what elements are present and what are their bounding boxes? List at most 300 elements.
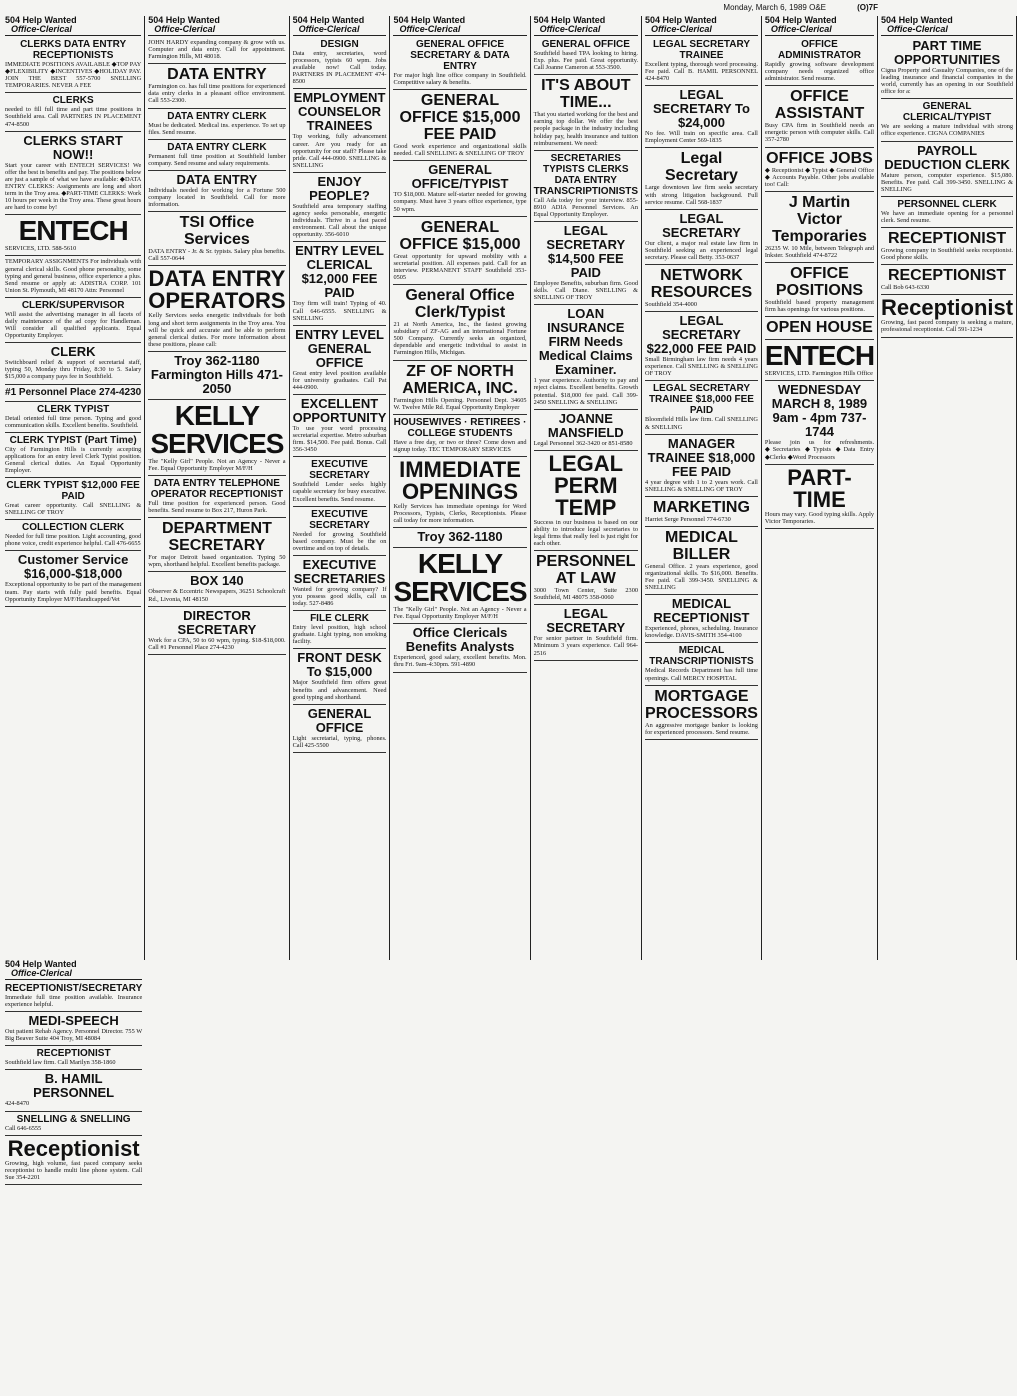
classified-ad — [293, 242, 387, 325]
ad-heading: SNELLING & SNELLING — [16, 1113, 131, 1125]
ad-heading: #1 Personnel Place 274-4230 — [5, 386, 142, 398]
classified-ad — [393, 548, 526, 624]
classified-ad — [393, 457, 526, 528]
classified-ad — [881, 228, 1013, 265]
ad-heading: EXECUTIVE SECRETARY — [309, 459, 370, 482]
ad-heading: WEDNESDAY MARCH 8, 1989 9am - 4pm 737-1744 — [771, 382, 868, 440]
ad-heading: TSI Office Services — [179, 214, 255, 249]
classified-column — [390, 16, 530, 960]
ad-heading: RECEPTIONIST — [887, 230, 1007, 248]
ad-body: Great career opportunity. Call SNELLING & SNELLING OF TROY — [5, 502, 142, 517]
ad-body: Switchboard relief & support of secretarial staff, typing 50, Monday thru Friday, 8:30 to 5. Salary $15,000 a company pays fee in Southfield. — [5, 359, 142, 381]
ad-body: 26235 W. 10 Mile, between Telegraph and Inkster. Southfield 474-8722 — [764, 244, 875, 259]
ad-heading: ENTECH — [18, 215, 128, 247]
ad-body: Permanent full time position at Southfield lumber company. Send resume and salary requirements. — [148, 152, 286, 167]
ad-heading: RECEPTIONIST/SECRETARY — [5, 983, 143, 994]
classified-ad — [645, 595, 758, 643]
section-title: Office-Clerical — [11, 24, 72, 34]
classified-ad — [765, 192, 874, 263]
classified-ad — [5, 343, 141, 384]
classified-ad — [645, 265, 758, 312]
ad-body: ◆ Receptionist ◆ Typist ◆ General Office ◆ Accounts Payable. Other jobs available too! Call: — [764, 166, 875, 188]
ad-body: Must be dedicated. Medical ins. experience. To set up files. Send resume. — [148, 121, 286, 136]
ad-body: Growing company in Southfield seeks receptionist. Good phone skills. — [881, 247, 1014, 262]
classified-ad — [645, 86, 758, 148]
classified-ad — [645, 527, 758, 595]
ad-heading: CLERKS START NOW!! — [23, 132, 123, 162]
section-number: 504 Help Wanted — [393, 15, 466, 25]
ad-heading: Legal Secretary — [664, 150, 738, 185]
classified-ad — [645, 435, 758, 497]
ad-heading: CLERK TYPIST $12,000 FEE PAID — [6, 480, 140, 503]
classified-ad — [5, 520, 141, 551]
classified-column — [531, 16, 642, 960]
ad-heading: PAYROLL DEDUCTION CLERK — [884, 142, 1010, 172]
classified-ad — [148, 266, 285, 351]
classified-ad — [148, 476, 285, 518]
ad-heading: DIRECTOR SECRETARY — [177, 607, 257, 637]
classified-ad — [534, 151, 638, 222]
ad-body: Southfield based TPA looking to hiring. Exp. plus. Fee paid. Great opportunity. Call Joanne Cameron at 553-3500. — [533, 50, 639, 72]
ad-heading: Office Clericals Benefits Analysts — [405, 625, 515, 655]
classified-ad — [534, 605, 638, 660]
ad-body: Needed for growing Southfield based company. Must be the on overtime and on top of details. — [292, 530, 387, 552]
ad-heading: MORTGAGE PROCESSORS — [645, 687, 758, 722]
ad-heading: OFFICE ASSISTANT — [774, 88, 865, 123]
ad-body: TEMPORARY ASSIGNMENTS For individuals with general clerical skills. Good phone personality, some typing and general business, office experience a plus. Send resume or apply at: ADISTRA CORP. 101 Union St. Plymouth, MI 48170 Attn: Personnel — [5, 258, 142, 294]
classified-ad — [148, 518, 285, 572]
section-header — [5, 16, 141, 36]
ad-heading: LEGAL SECRETARY To $24,000 — [652, 87, 750, 131]
classified-ad — [148, 37, 285, 64]
classified-ad — [148, 140, 285, 171]
ad-body: Growing, fast paced company is seeking a mature, professional receptionist. Call 591-1234 — [881, 319, 1014, 334]
classified-ad — [148, 212, 285, 266]
ad-body: JOHN HARDY expanding company & grow with us. Computer and data entry. Call for appointment. Farmington Hills, MI 48018. — [148, 39, 286, 61]
classified-ad — [765, 381, 874, 464]
ad-body: Call Ada today for your interview. 855-8910 ADIA Personnel Services. An Equal Opportunity Employer. — [533, 196, 639, 218]
classified-ad — [293, 173, 387, 242]
ad-heading: SECRETARIES TYPISTS CLERKS DATA ENTRY TRANSCRIPTIONISTS — [533, 152, 639, 197]
classified-ad — [5, 402, 141, 433]
classified-ad — [765, 465, 874, 529]
classified-ad — [881, 37, 1013, 99]
ad-body: Cigna Property and Casualty Companies, one of the leading insurance and financial companies in the world, currently has an opening in our Southfield office for a: — [881, 67, 1014, 96]
section-number: 504 Help Wanted — [533, 15, 606, 25]
classified-ad — [5, 298, 141, 343]
ad-body: No fee. Will train on specific area. Call Employment Center 569-1835 — [645, 130, 758, 145]
ad-body: We are seeking a mature individual with strong office experience. CIGNA COMPANIES — [881, 123, 1014, 138]
ad-body: Observer & Eccentric Newspapers, 36251 Schoolcraft Rd., Livonia, MI 48150 — [148, 588, 286, 603]
ad-heading: MEDICAL BILLER — [665, 528, 738, 563]
ad-heading: DATA ENTRY CLERK — [167, 110, 267, 122]
ad-heading: OFFICE ADMINISTRATOR — [778, 39, 861, 61]
classified-ad — [293, 326, 387, 395]
ad-body: SERVICES, LTD. Farmington Hills Office — [764, 370, 873, 378]
section-header — [881, 16, 1013, 36]
ad-body: For major high line office company in Southfield. Competitive salary & benefits. — [393, 72, 527, 87]
ad-body: 424-8470 — [5, 1100, 30, 1108]
ad-heading: OFFICE POSITIONS — [775, 265, 864, 300]
classified-ad — [393, 285, 526, 360]
classified-ad — [534, 75, 638, 150]
section-title: Office-Clerical — [154, 24, 216, 34]
ad-heading: GENERAL CLERICAL/TYPIST — [902, 101, 992, 124]
ad-body: To use your word processing secretarial expertise. Metro suburban firm. $14,500. Fee paid. Bonus. Call 356-3450 — [292, 424, 387, 454]
classified-ad — [765, 340, 874, 381]
classified-ad — [881, 295, 1013, 337]
classified-ad — [148, 400, 285, 476]
ad-heading: CLERK — [50, 344, 96, 360]
ad-body: Our client, a major real estate law firm in Southfield seeking an experienced legal secretary. Please call Betty. 353-0637 — [645, 239, 758, 261]
ad-body: Good work experience and organizational skills needed. Call SNELLING & SNELLING OF TROY — [393, 143, 527, 158]
section-header — [393, 16, 526, 36]
classified-ad — [148, 572, 285, 606]
classified-column — [290, 16, 391, 960]
classified-ad — [765, 86, 874, 147]
classified-ad — [293, 649, 387, 704]
ad-body: Detail oriented full time person. Typing and good communication skills. Excellent benefits. Southfield. — [5, 414, 142, 429]
classified-ad — [645, 312, 758, 381]
ad-body: That you started working for the best and earning top dollar. We offer the best people package in the industry including holiday pay, health insurance and tuition reimbursement. We need: — [533, 111, 639, 147]
classified-column — [2, 960, 145, 1392]
classified-ad — [293, 395, 387, 457]
ad-body: Data entry, secretaries, word processors, typists 60 wpm. Jobs available now! Call today. PARTNERS IN PLACEMENT 474-8500 — [292, 50, 387, 86]
ad-body: Call 646-6555 — [5, 1124, 42, 1132]
ad-heading: PART TIME OPPORTUNITIES — [893, 38, 1001, 67]
ad-body: Have a free day, or two or three? Come down and signup today. TEC TEMPORARY SERVICES — [393, 438, 527, 453]
section-header — [148, 16, 285, 36]
ad-heading: GENERAL OFFICE — [541, 39, 630, 50]
ad-heading: MEDI-SPEECH — [28, 1013, 119, 1029]
classified-ad — [645, 148, 758, 209]
ad-heading: RECEPTIONIST — [36, 1048, 111, 1060]
section-number: 504 Help Wanted — [5, 959, 77, 969]
ad-heading: ENTRY LEVEL GENERAL OFFICE — [295, 326, 384, 370]
classified-column — [145, 16, 289, 960]
classified-ad — [5, 215, 141, 256]
ad-body: Southfield based property management firm has openings for various positions. — [764, 299, 875, 314]
classified-column — [878, 16, 1017, 960]
section-title: Office-Clerical — [298, 24, 360, 34]
ad-heading: Receptionist — [881, 295, 1014, 321]
classified-ad — [534, 551, 638, 605]
ad-body: Farmington Hills Opening. Personnel Dept. 34605 W. Twelve Mile Rd. Equal Opportunity Employer — [393, 396, 527, 411]
classified-ad — [765, 263, 874, 317]
ad-body: City of Farmington Hills is currently accepting applications for an entry level Clerk Typist position. General clerical duties. An Equal Opportunity Employer. — [5, 445, 142, 474]
ad-body: Rapidly growing software development company needs organized office administrator. Send resume. — [764, 61, 875, 83]
classified-ad — [5, 478, 141, 520]
ad-heading: KELLY SERVICES — [393, 548, 527, 608]
ad-body: Top working, fully advancement career. Are you ready for an opportunity for our staff? Please take pride. Call 444-0900. SNELLING & SNELLING — [292, 133, 387, 169]
ad-heading: FILE CLERK — [310, 613, 369, 625]
classified-ad — [5, 1136, 142, 1185]
ad-body: Mature person, computer experience. $15,080. Benefits. Fee paid. Call 399-3450. SNELLING & SNELLING — [881, 171, 1014, 193]
classified-ad — [645, 210, 758, 265]
classified-ad — [393, 37, 526, 90]
classified-ad — [881, 99, 1013, 141]
classified-ad — [5, 433, 141, 478]
ad-body: 4 year degree with 1 to 2 years work. Call SNELLING & SNELLING OF TROY — [645, 478, 758, 493]
ad-heading: DATA ENTRY OPERATORS — [148, 266, 286, 314]
masthead — [0, 0, 884, 14]
ad-heading: ENTRY LEVEL CLERICAL $12,000 FEE PAID — [295, 243, 384, 301]
classified-ad — [5, 551, 141, 606]
ad-body: Employee Benefits, suburban firm. Good skills. Call Diane. SNELLING & SNELLING OF TROY — [533, 280, 639, 302]
ad-body: Southfield area temporary staffing agency seeks personable, energetic individuals. Thrive in a fast paced environment. Call about the unique opportunity. 356-6010 — [292, 202, 387, 239]
ad-body: Legal Personnel 362-3420 or 851-8580 — [533, 439, 633, 447]
ad-body: DATA ENTRY - Jr. & Sr. typists. Salary plus benefits. Call 557-0644 — [148, 248, 286, 263]
classified-column — [642, 16, 762, 960]
ad-heading: EXECUTIVE SECRETARIES — [293, 556, 386, 586]
classified-ad — [148, 109, 285, 140]
ad-body: IMMEDIATE POSITIONS AVAILABLE ◆TOP PAY ◆FLEXIBILITY ◆INCENTIVES ◆HOLIDAY PAY. JOIN THE BEST 557-5700 SNELLING TEMPORARIES. NEVER A FEE — [5, 61, 142, 90]
classified-ad — [5, 1046, 142, 1070]
classified-column — [762, 16, 878, 960]
section-title: Office-Clerical — [651, 24, 712, 34]
ad-body: An aggressive mortgage banker is looking for experienced processors. Send resume. — [645, 721, 758, 736]
ad-body: Start your career with ENTECH SERVICES! We offer the best in benefits and pay. The positions below are just a sample of what we have available: ◆DATA ENTRY CLERKS: Assignments are long and short term in the Troy area. ◆PART-TIME CLERKS: Work 10 hours per week in the Troy area. These great hours are hard to come by! — [5, 161, 142, 212]
ad-body: For senior partner in Southfield firm. Minimum 3 years experience. Call 964-2516 — [533, 635, 639, 657]
classified-ad — [534, 451, 638, 551]
ad-heading: DATA ENTRY — [167, 66, 267, 84]
issue-date: Monday, March 6, 1989 O&E — [723, 3, 826, 12]
section-header — [765, 16, 874, 36]
ad-body: Work for a CPA, 50 to 60 wpm, typing. $18-$18,000. Call #1 Personnel Place 274-4230 — [148, 636, 286, 651]
ad-body: Experienced, phones, scheduling. Insurance knowledge. DAVIS-SMITH 354-4100 — [645, 625, 758, 640]
classified-ad — [5, 1070, 142, 1111]
ad-body: TO $18,000. Mature self-starter needed for growing company. Must have 3 years office experience, type 50 wpm. — [393, 191, 527, 213]
ad-body: Great entry level position available for university graduates. Call Pat 444-0900. — [292, 369, 387, 391]
classified-ad — [881, 197, 1013, 228]
ad-heading: Troy 362-1180 — [417, 529, 503, 545]
section-number: 504 Help Wanted — [292, 15, 365, 25]
ad-body: Out patient Rehab Agency. Personnel Director. 755 W Big Beaver Suite 404 Troy, MI 48084 — [5, 1028, 143, 1043]
section-title: Office-Clerical — [399, 24, 461, 34]
ad-heading: MARKETING — [653, 498, 750, 516]
ad-body: 1 year experience. Authority to pay and reject claims. Excellent benefits. Growth potential. $18,000 fee paid. Call 399-2450 SNELLING & SNELLING — [533, 377, 639, 406]
classified-ad — [645, 381, 758, 434]
classified-column — [2, 16, 145, 960]
section-number: 504 Help Wanted — [881, 15, 953, 25]
ad-heading: GENERAL OFFICE $15,000 — [399, 218, 521, 253]
ad-body: Southfield law firm. Call Marilyn 358-1860 — [5, 1059, 116, 1067]
classified-ad — [148, 607, 285, 655]
ad-body: Kelly Services seeks energetic individuals for both long and short term assignments in the Troy area. You will be quick and accurate and be able to perform general clerical duties. For more information about these positions, please call: — [148, 312, 286, 348]
ad-heading: EXCELLENT OPPORTUNITY — [292, 395, 387, 425]
classified-ad — [293, 37, 387, 89]
classified-ad — [5, 385, 141, 402]
ad-body: Large downtown law firm seeks secretary with strong litigation background. Full service resume. Call 568-1837 — [645, 184, 758, 206]
classified-ad — [534, 37, 638, 75]
ad-heading: GENERAL OFFICE SECRETARY & DATA ENTRY — [410, 39, 510, 72]
ad-heading: NETWORK RESOURCES — [650, 267, 753, 302]
ad-heading: LEGAL SECRETARY $22,000 FEE PAID — [646, 313, 757, 357]
classified-ad — [148, 64, 285, 108]
ad-body: The "Kelly Girl" People. Not an Agency - Never a Fee. Equal Opportunity Employer M/F/H — [393, 606, 527, 621]
ad-heading: PART-TIME — [787, 464, 852, 512]
ad-body: Immediate full time position available. Insurance experience helpful. — [5, 994, 143, 1009]
ad-body: Small Birmingham law firm needs 4 years experience. Call SNELLING & SNELLING OF TROY — [645, 356, 758, 378]
ad-body: Entry level position, high school graduate. Light typing, non smoking facility. — [292, 624, 387, 646]
ad-heading: GENERAL OFFICE $15,000 FEE PAID — [399, 92, 521, 144]
classified-ad — [293, 611, 387, 649]
classified-ad — [765, 317, 874, 340]
section-header — [293, 16, 387, 36]
section-header — [534, 16, 638, 36]
ad-heading: FRONT DESK To $15,000 — [297, 650, 382, 680]
ad-heading: OPEN HOUSE — [766, 319, 873, 337]
ad-heading: ZF OF NORTH AMERICA, INC. — [402, 362, 518, 397]
ad-heading: Receptionist — [7, 1135, 140, 1161]
ad-heading: B. HAMIL PERSONNEL — [33, 1071, 115, 1101]
classified-ad — [534, 305, 638, 409]
classified-ad — [645, 497, 758, 527]
ad-heading: DATA ENTRY — [176, 171, 258, 187]
ad-heading: MANAGER TRAINEE $18,000 FEE PAID — [647, 435, 756, 479]
ad-heading: IT'S ABOUT TIME... — [541, 77, 631, 112]
ad-body: For major Detroit based organization. Typing 50 wpm, shorthand helpful. Excellent benefits package. — [148, 554, 286, 569]
classified-ad — [645, 643, 758, 685]
ad-heading: LEGAL SECRETARY TRAINEE — [652, 39, 750, 61]
ad-heading: DATA ENTRY CLERK — [167, 141, 267, 153]
section-number: 504 Help Wanted — [5, 15, 77, 25]
ad-heading: HOUSEWIVES · RETIREES · COLLEGE STUDENTS — [393, 416, 527, 439]
classified-ad — [765, 37, 874, 86]
ad-heading: IMMEDIATE OPENINGS — [399, 456, 521, 504]
classified-ad — [5, 132, 141, 216]
ad-body: Growing, high volume, fast paced company seeks receptionist to handle multi line phone system. Call Sue 354-2201 — [5, 1159, 143, 1181]
classified-ad — [5, 256, 141, 297]
ad-heading: GENERAL OFFICE — [307, 705, 372, 735]
classified-ad — [534, 222, 638, 305]
section-title: Office-Clerical — [11, 968, 72, 978]
ad-body: Major Southfield firm offers great benefits and advancement. Need good typing and shorthand. — [292, 679, 387, 701]
ad-heading: General Office Clerk/Typist — [405, 287, 515, 322]
classified-ad — [881, 142, 1013, 197]
ad-heading: CLERK TYPIST (Part Time) — [9, 434, 137, 446]
ad-body: Call Bob 643-6330 — [881, 284, 930, 292]
ad-heading: LEGAL SECRETARY $14,500 FEE PAID — [546, 223, 626, 281]
ad-heading: MEDICAL TRANSCRIPTIONISTS — [649, 645, 754, 668]
classified-ad — [293, 457, 387, 506]
ad-heading: COLLECTION CLERK — [22, 522, 125, 534]
ad-body: Troy firm will train! Typing of 40. Call 646-6555. SNELLING & SNELLING — [292, 300, 387, 322]
ad-body: 3000 Town Center, Suite 2300 Southfield, MI 48075 358-0060 — [533, 587, 639, 602]
ad-body: Needed for full time position. Light accounting, good phone voice, credit experience helpful. Call 476-6655 — [5, 533, 142, 548]
ad-body: The "Kelly Girl" People. Not an Agency - Never a Fee. Equal Opportunity Employer M/F/H — [148, 457, 286, 472]
classified-ad — [393, 90, 526, 161]
ad-body: Light secretarial, typing, phones. Call 425-5500 — [292, 734, 387, 749]
ad-body: Excellent typing, thorough word processing. Fee paid. Call B. HAMIL PERSONNEL 424-8470 — [645, 61, 758, 83]
classified-ad — [5, 93, 141, 131]
ad-body: Farmington co. has full time positions for experienced data entry clerks in a pleasant office environment. Call 553-2300. — [148, 83, 286, 105]
ad-body: Will assist the advertising manager in all facets of daily maintenance of the ad copy for Handleman. Will consider all qualified applicants. Equal Opportunity Employer. — [5, 310, 142, 340]
ad-heading: EMPLOYMENT COUNSELOR TRAINEES — [293, 90, 386, 134]
ad-heading: LEGAL SECRETARY — [546, 606, 626, 636]
section-number: 504 Help Wanted — [764, 15, 837, 25]
ad-body: Southfield 354-4000 — [645, 301, 697, 309]
classified-ad — [148, 171, 285, 212]
classified-ad — [765, 148, 874, 192]
classified-ad — [5, 1112, 142, 1136]
ad-heading: KELLY SERVICES — [150, 399, 284, 459]
classified-ad — [393, 528, 526, 548]
ad-body: We have an immediate opening for a personnel clerk. Send resume. — [881, 209, 1014, 224]
ad-heading: EXECUTIVE SECRETARY — [309, 508, 370, 531]
section-title: Office-Clerical — [770, 24, 832, 34]
ad-body: Individuals needed for working for a Fortune 500 company located in Southfield. Call for more information. — [148, 186, 286, 209]
ad-body: Experienced, good salary, excellent benefits. Mon. thru Fri. 9am-4:30pm. 591-4890 — [393, 654, 527, 669]
ad-body: Exceptional opportunity to be part of the management team. Pay starts with fully paid benefits. Equal Opportunity Employer M/F/Handicapped/Vet — [5, 581, 142, 603]
ad-heading: GENERAL OFFICE/TYPIST — [411, 162, 509, 192]
classified-ad — [534, 410, 638, 451]
ad-body: Southfield Lender seeks highly capable secretary for busy executive. Excellent benefits. Send resume. — [292, 481, 387, 503]
ad-heading: ENTECH — [764, 340, 875, 372]
ad-body: needed to fill full time and part time positions in Southfield area. Call PARTNERS IN PLACEMENT 474-8500 — [5, 106, 142, 128]
ad-body: 21 at North America, Inc., the fastest growing subsidiary of ZF-AG and an international Fortune 500 Company. Currently seeks an organized, dependable and energetic individual to assist in Farmington Hills, Michigan. — [393, 321, 527, 357]
ad-heading: LOAN INSURANCE FIRM Needs Medical Claims Examiner. — [538, 306, 633, 378]
ad-body: Success in our business is based on our ability to introduce legal secretaries to legal firms that really feel is just right for each other. — [533, 518, 639, 548]
ad-body: Great opportunity for upward mobility with a secretarial position. All expenses paid. Call for an interview. PERMANENT STAFF Southfield 353-0505 — [393, 252, 527, 281]
ad-heading: PERSONNEL AT LAW — [536, 553, 636, 588]
ad-heading: OFFICE JOBS — [766, 149, 873, 167]
classified-ad — [293, 507, 387, 556]
ad-body: Hours may vary. Good typing skills. Apply Victor Temporaries. — [764, 510, 875, 525]
classified-ad — [393, 161, 526, 216]
ad-body: Please join us for refreshments. ◆Secretaries ◆Typists ◆Data Entry ◆Clerks ◆Word Processors — [764, 439, 875, 461]
ad-heading: LEGAL SECRETARY TRAINEE $18,000 FEE PAID — [648, 383, 754, 417]
ad-heading: BOX 140 — [190, 573, 244, 589]
ad-body: Wanted for growing company? If you possess good skills, call us today. 527-8486 — [292, 585, 387, 608]
classified-ad — [645, 37, 758, 86]
classified-ad — [393, 361, 526, 415]
classified-ad — [148, 352, 285, 400]
ad-heading: ENJOY PEOPLE? — [309, 173, 370, 203]
ad-heading: Troy 362-1180 Farmington Hills 471-2050 — [150, 352, 284, 396]
section-title: Office-Clerical — [887, 24, 948, 34]
classified-ad — [645, 686, 758, 740]
classified-ad — [393, 415, 526, 457]
ad-heading: DESIGN — [320, 39, 359, 50]
classified-ad — [5, 37, 141, 93]
ad-heading: CLERKS — [52, 95, 94, 107]
classified-ad — [5, 1012, 142, 1046]
section-header — [645, 16, 758, 36]
classified-ad — [881, 265, 1013, 295]
ad-body: Medical Records Department has full time openings. Call MERCY HOSPITAL — [645, 667, 758, 682]
classified-ad — [293, 556, 387, 611]
classified-ad — [393, 624, 526, 672]
classified-ad — [5, 981, 142, 1012]
section-header — [5, 960, 142, 980]
ad-heading: PERSONNEL CLERK — [897, 198, 997, 210]
ad-body: General Office. 2 years experience, good organizational skills. To $16,000. Benefits. Fee paid. Call 399-3450. SNELLING & SNELLING — [645, 562, 758, 592]
ad-heading: MEDICAL RECEPTIONIST — [653, 596, 750, 626]
ad-body: Bloomfield Hills law firm. Call SNELLING & SNELLING — [645, 416, 758, 431]
ad-heading: DATA ENTRY TELEPHONE OPERATOR RECEPTIONIST — [150, 478, 284, 501]
classified-columns — [2, 15, 1014, 1392]
ad-heading: CLERK/SUPERVISOR — [21, 299, 125, 311]
ad-heading: LEGAL PERM TEMP — [548, 450, 624, 520]
ad-heading: Customer Service $16,000-$18,000 — [17, 552, 129, 582]
classified-ad — [293, 89, 387, 172]
ad-body: Full time position for experienced person. Good benefits. Send resume to Box 217, Huron Park. — [148, 500, 286, 515]
ad-heading: J Martin Victor Temporaries — [772, 193, 867, 245]
ad-heading: DEPARTMENT SECRETARY — [161, 520, 272, 555]
ad-heading: JOANNE MANSFIELD — [547, 410, 624, 440]
ad-heading: LEGAL SECRETARY — [662, 210, 741, 240]
